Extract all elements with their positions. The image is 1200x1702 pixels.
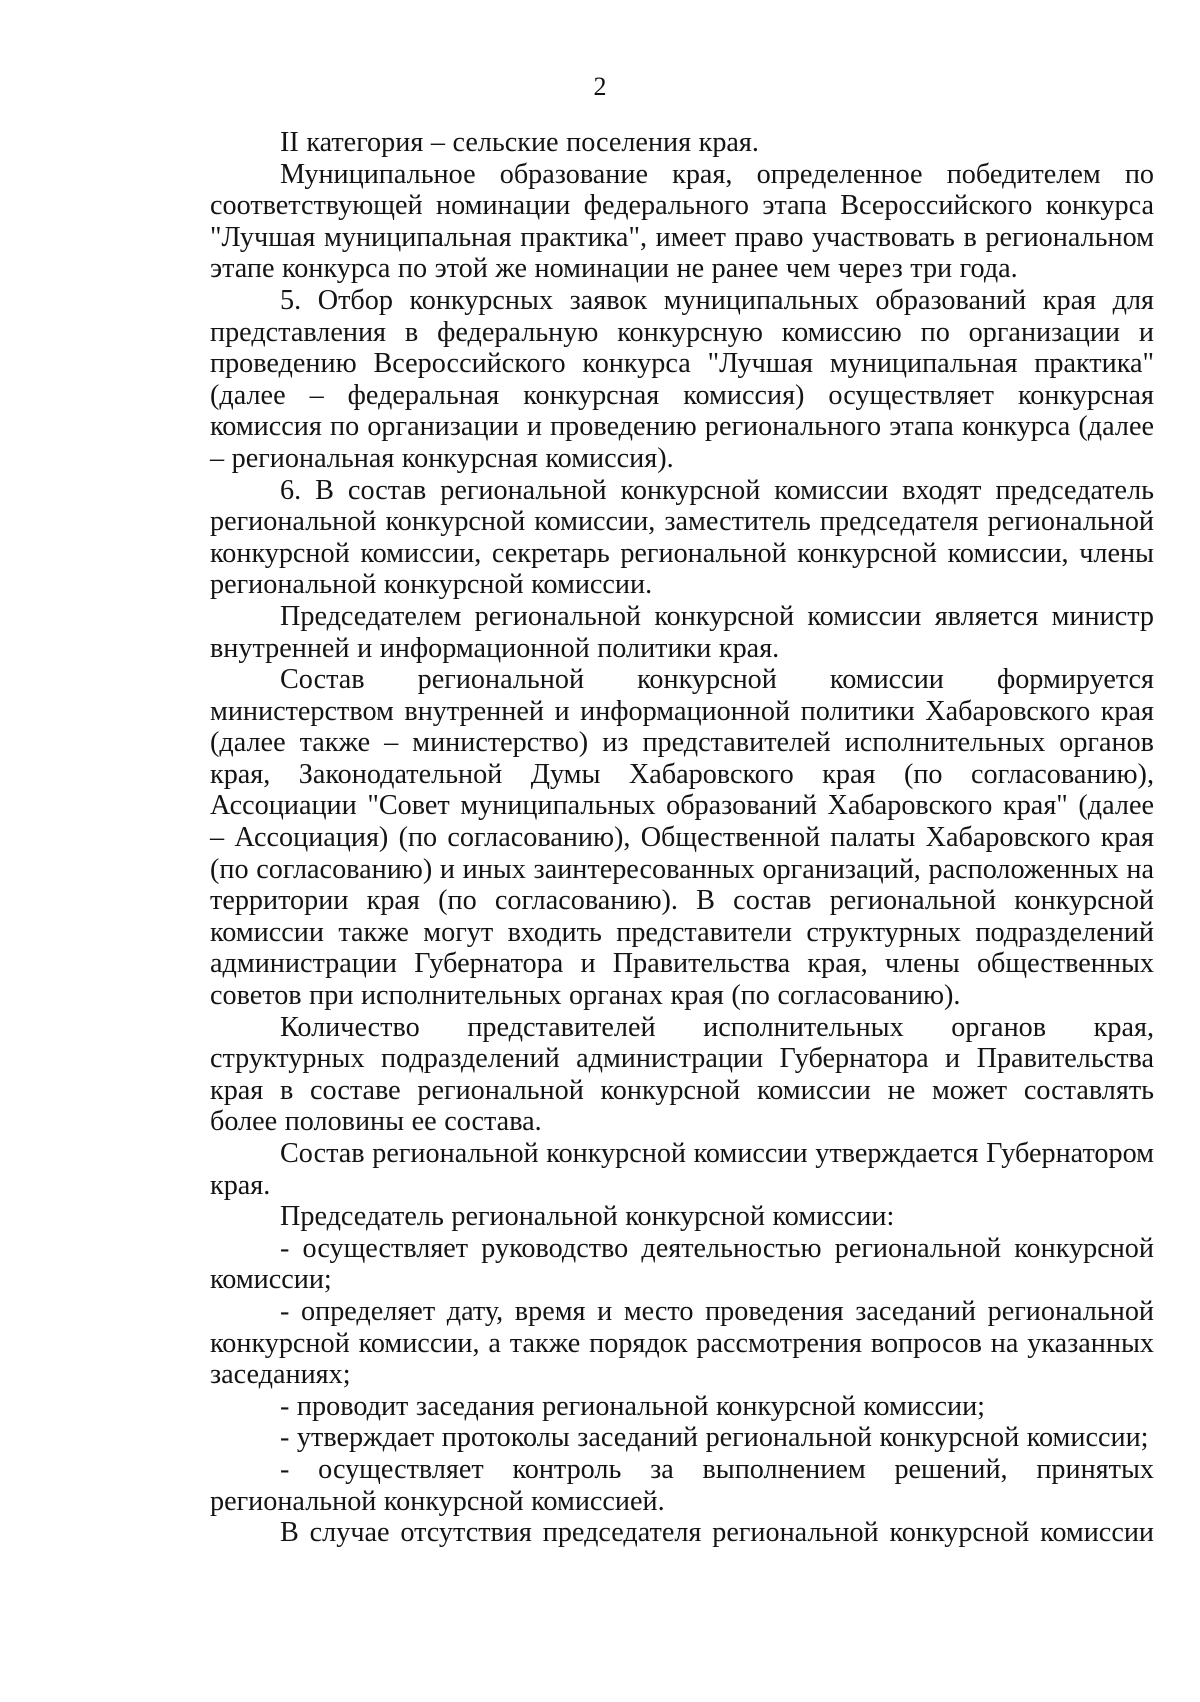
paragraph: Количество представителей исполнительных органов края, структурных подразделений администрации Губернатора и Правительства края в составе региональной конкурсной комиссии не может составлять более половины ее состава.: [210, 1011, 1154, 1138]
list-item: - определяет дату, время и место проведения заседаний региональной конкурсной комиссии, а также порядок рассмотрения вопросов на указанных заседаниях;: [210, 1295, 1154, 1391]
list-item: - осуществляет руководство деятельностью региональной конкурсной комиссии;: [210, 1232, 1154, 1296]
list-item: - осуществляет контроль за выполнением решений, принятых региональной конкурсной комиссией.: [210, 1453, 1154, 1517]
paragraph: Председателем региональной конкурсной комиссии является министр внутренней и информационной политики края.: [210, 600, 1154, 664]
paragraph: Муниципальное образование края, определенное победителем по соответствующей номинации федерального этапа Всероссийского конкурса "Лучшая муниципальная практика", имеет право участвовать в региональном этапе конкурса по этой же номинации не ранее чем через три года.: [210, 158, 1154, 285]
paragraph: В случае отсутствия председателя региональной конкурсной комиссии: [280, 1517, 1154, 1549]
list-item: - утверждает протоколы заседаний региональной конкурсной комиссии;: [280, 1422, 1149, 1454]
paragraph: 6. В состав региональной конкурсной комиссии входят председатель региональной конкурсной комиссии, заместитель председателя региональной конкурсной комиссии, секретарь региональной конкурсной комиссии, члены региональной конкурсной комиссии.: [210, 474, 1154, 601]
document-body: [210, 127, 1154, 1549]
page-number: 2: [593, 72, 607, 101]
paragraph: Председатель региональной конкурсной комиссии:: [280, 1201, 895, 1233]
paragraph: 5. Отбор конкурсных заявок муниципальных образований края для представления в федеральную конкурсную комиссию по организации и проведению Всероссийского конкурса "Лучшая муниципальная практика" (далее – федеральная конкурсная комиссия) осуществляет конкурсная комиссия по организации и проведению регионального этапа конкурса (далее – региональная конкурсная комиссия).: [210, 284, 1154, 474]
list-item: - проводит заседания региональной конкурсной комиссии;: [280, 1390, 985, 1422]
paragraph: Состав региональной конкурсной комиссии формируется министерством внутренней и информационной политики Хабаровского края (далее также – министерство) из представителей исполнительных органов края, Законодательной Думы Хабаровского края (по согласованию), Ассоциации "Совет муниципальных образований Хабаровского края" (далее – Ассоциация) (по согласованию), Общественной палаты Хабаровского края (по согласованию) и иных заинтересованных организаций, расположенных на территории края (по согласованию). В состав региональной конкурсной комиссии также могут входить представители структурных подразделений администрации Губернатора и Правительства края, члены общественных советов при исполнительных органах края (по согласованию).: [210, 664, 1154, 1012]
paragraph: II категория – сельские поселения края.: [280, 127, 759, 158]
paragraph: Состав региональной конкурсной комиссии утверждается Губернатором края.: [210, 1138, 1154, 1201]
